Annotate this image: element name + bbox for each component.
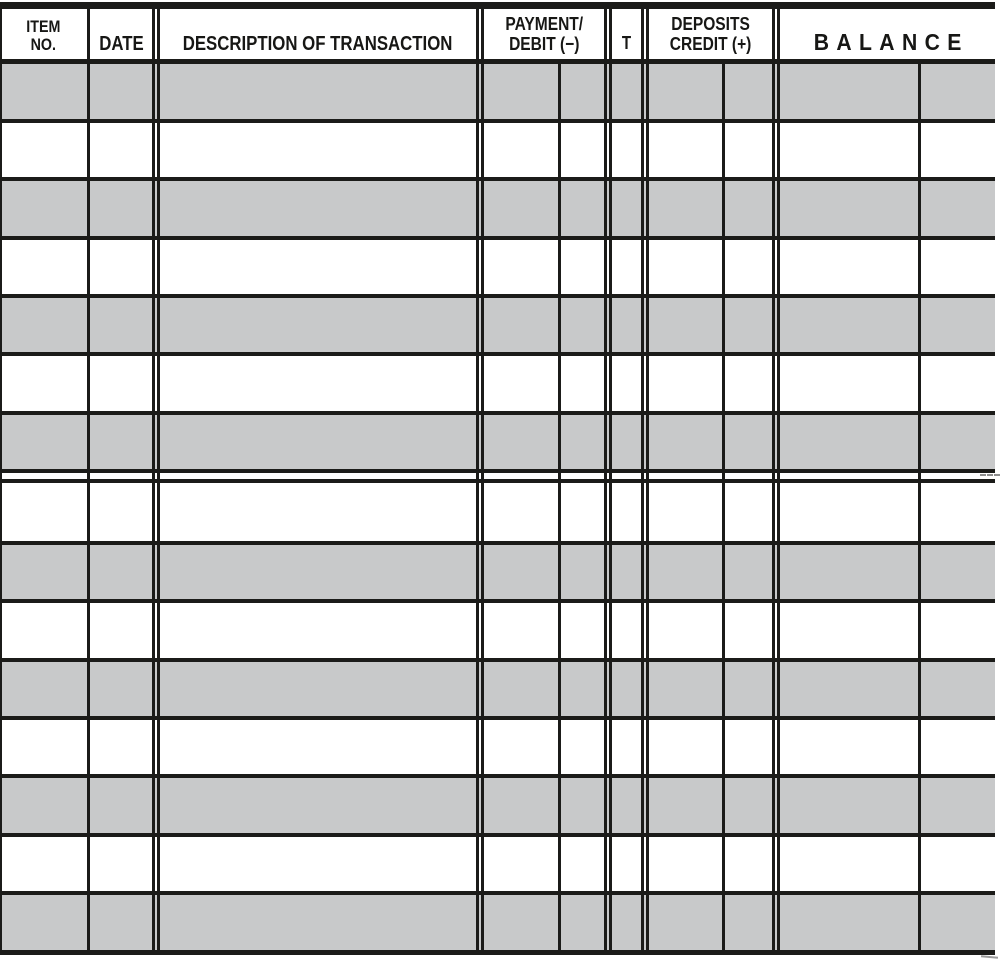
cell-item-no	[2, 891, 87, 950]
payment-t-divider	[604, 2, 607, 955]
cell-payment-debit	[484, 119, 604, 177]
cell-date	[90, 294, 152, 352]
register-row	[0, 119, 995, 177]
cell-balance	[780, 294, 995, 352]
cell-date	[90, 716, 152, 774]
cell-date	[90, 236, 152, 294]
cell-item-no	[2, 716, 87, 774]
cell-t-cleared	[612, 177, 641, 236]
cell-deposit-credit	[649, 599, 772, 658]
t-deposits-divider	[641, 2, 644, 955]
cell-balance	[780, 64, 995, 119]
cell-description	[160, 64, 476, 119]
cell-deposit-credit	[649, 658, 772, 716]
cell-t-cleared	[612, 891, 641, 950]
grid-hline	[0, 658, 995, 662]
cell-balance	[780, 599, 995, 658]
cell-description	[160, 658, 476, 716]
cell-payment-debit	[484, 236, 604, 294]
cell-item-no	[2, 541, 87, 599]
cell-date	[90, 64, 152, 119]
grid-hline	[0, 950, 995, 955]
cell-item-no	[2, 774, 87, 833]
cell-payment-debit	[484, 177, 604, 236]
cell-t-cleared	[612, 833, 641, 891]
grid-hline	[0, 541, 995, 545]
cell-date	[90, 411, 152, 469]
register-row	[0, 716, 995, 774]
cell-deposit-credit	[649, 833, 772, 891]
cell-balance	[780, 236, 995, 294]
cell-item-no	[2, 236, 87, 294]
cell-deposit-credit	[649, 774, 772, 833]
cell-balance	[780, 411, 995, 469]
cell-deposit-credit	[649, 64, 772, 119]
grid-hline	[0, 119, 995, 123]
register-row	[0, 541, 995, 599]
cell-balance	[780, 177, 995, 236]
register-row	[0, 352, 995, 411]
t-deposits-divider	[646, 2, 649, 955]
cell-date	[90, 541, 152, 599]
cell-description	[160, 541, 476, 599]
cell-deposit-credit	[649, 411, 772, 469]
item-date-divider	[87, 2, 90, 955]
cell-date	[90, 352, 152, 411]
cell-balance	[780, 119, 995, 177]
register-row	[0, 294, 995, 352]
desc-payment-divider	[481, 2, 484, 955]
grid-hline	[0, 833, 995, 837]
deposits-balance-divider	[772, 2, 775, 955]
cell-payment-debit	[484, 891, 604, 950]
cell-deposit-credit	[649, 236, 772, 294]
cell-description	[160, 483, 476, 541]
cell-deposit-credit	[649, 177, 772, 236]
desc-payment-divider	[476, 2, 479, 955]
cell-t-cleared	[612, 64, 641, 119]
deposits-balance-divider	[777, 2, 780, 955]
cell-item-no	[2, 658, 87, 716]
cell-payment-debit	[484, 774, 604, 833]
register-row	[0, 891, 995, 950]
cell-description	[160, 177, 476, 236]
grid-hline	[0, 294, 995, 298]
cell-balance	[780, 658, 995, 716]
register-row	[0, 833, 995, 891]
column-header-description: DESCRIPTION OF TRANSACTION	[183, 32, 453, 55]
cell-item-no	[2, 833, 87, 891]
cell-description	[160, 411, 476, 469]
cell-item-no	[2, 352, 87, 411]
cell-t-cleared	[612, 236, 641, 294]
cell-t-cleared	[612, 352, 641, 411]
cell-payment-debit	[484, 294, 604, 352]
cell-item-no	[2, 411, 87, 469]
grid-hline	[0, 236, 995, 240]
cell-payment-debit	[484, 833, 604, 891]
grid-hline	[0, 716, 995, 720]
column-header-t-cleared: T	[621, 32, 632, 53]
cell-date	[90, 833, 152, 891]
cell-payment-debit	[484, 64, 604, 119]
cell-deposit-credit	[649, 716, 772, 774]
cell-description	[160, 716, 476, 774]
cell-t-cleared	[612, 411, 641, 469]
column-header-deposits-credit: DEPOSITS CREDIT (+)	[669, 13, 752, 54]
grid-hline	[0, 2, 995, 9]
cell-t-cleared	[612, 483, 641, 541]
date-desc-divider	[152, 2, 155, 955]
cell-description	[160, 236, 476, 294]
cell-date	[90, 119, 152, 177]
cell-balance	[780, 833, 995, 891]
register-row	[0, 177, 995, 236]
cell-item-no	[2, 599, 87, 658]
grid-hline	[0, 891, 995, 895]
column-header-item-no-line2: NO.	[30, 35, 57, 54]
register-row	[0, 236, 995, 294]
cell-description	[160, 891, 476, 950]
cell-description	[160, 294, 476, 352]
cell-t-cleared	[612, 541, 641, 599]
cell-balance	[780, 352, 995, 411]
date-desc-divider	[157, 2, 160, 955]
cell-balance	[780, 541, 995, 599]
grid-hline	[0, 469, 995, 473]
register-row	[0, 599, 995, 658]
cell-deposit-credit	[649, 891, 772, 950]
left-border	[0, 2, 2, 955]
cell-deposit-credit	[649, 352, 772, 411]
cell-item-no	[2, 483, 87, 541]
grid-hline	[0, 774, 995, 778]
cell-date	[90, 483, 152, 541]
grid-hline	[0, 599, 995, 603]
cell-balance	[780, 716, 995, 774]
cell-payment-debit	[484, 541, 604, 599]
cell-date	[90, 891, 152, 950]
cell-description	[160, 599, 476, 658]
cell-item-no	[2, 119, 87, 177]
cell-deposit-credit	[649, 119, 772, 177]
cell-date	[90, 658, 152, 716]
column-header-item-no	[0, 9, 87, 59]
cell-payment-debit	[484, 411, 604, 469]
cell-payment-debit	[484, 483, 604, 541]
payment-cents-divider	[558, 59, 561, 955]
cell-t-cleared	[612, 294, 641, 352]
cell-description	[160, 774, 476, 833]
column-header-date: DATE	[98, 32, 144, 55]
page-corner-dash	[981, 955, 998, 958]
register-row	[0, 483, 995, 541]
column-header-balance: BALANCE	[814, 28, 969, 55]
grid-hline	[0, 59, 995, 64]
cell-description	[160, 352, 476, 411]
cell-description	[160, 119, 476, 177]
cell-item-no	[2, 64, 87, 119]
cell-t-cleared	[612, 716, 641, 774]
cell-payment-debit	[484, 716, 604, 774]
deposits-cents-divider	[722, 59, 725, 955]
cell-date	[90, 599, 152, 658]
cell-t-cleared	[612, 119, 641, 177]
cell-payment-debit	[484, 352, 604, 411]
cell-date	[90, 177, 152, 236]
cell-description	[160, 833, 476, 891]
register-row	[0, 774, 995, 833]
cell-deposit-credit	[649, 541, 772, 599]
cell-t-cleared	[612, 599, 641, 658]
page-seam-dash	[980, 474, 1000, 476]
cell-item-no	[2, 294, 87, 352]
cell-payment-debit	[484, 658, 604, 716]
register-row	[0, 411, 995, 469]
column-header-payment-debit: PAYMENT/ DEBIT (−)	[505, 13, 583, 54]
register-row	[0, 658, 995, 716]
cell-balance	[780, 483, 995, 541]
column-header-item-no-line1: ITEM	[26, 17, 61, 36]
cell-item-no	[2, 177, 87, 236]
grid-hline	[0, 479, 995, 483]
grid-hline	[0, 411, 995, 415]
cell-t-cleared	[612, 774, 641, 833]
grid-hline	[0, 177, 995, 181]
cell-deposit-credit	[649, 294, 772, 352]
cell-t-cleared	[612, 658, 641, 716]
payment-t-divider	[609, 2, 612, 955]
register-row	[0, 64, 995, 119]
cell-payment-debit	[484, 599, 604, 658]
cell-date	[90, 774, 152, 833]
balance-cents-divider	[918, 59, 921, 955]
cell-balance	[780, 774, 995, 833]
grid-hline	[0, 352, 995, 356]
cell-balance	[780, 891, 995, 950]
cell-deposit-credit	[649, 483, 772, 541]
